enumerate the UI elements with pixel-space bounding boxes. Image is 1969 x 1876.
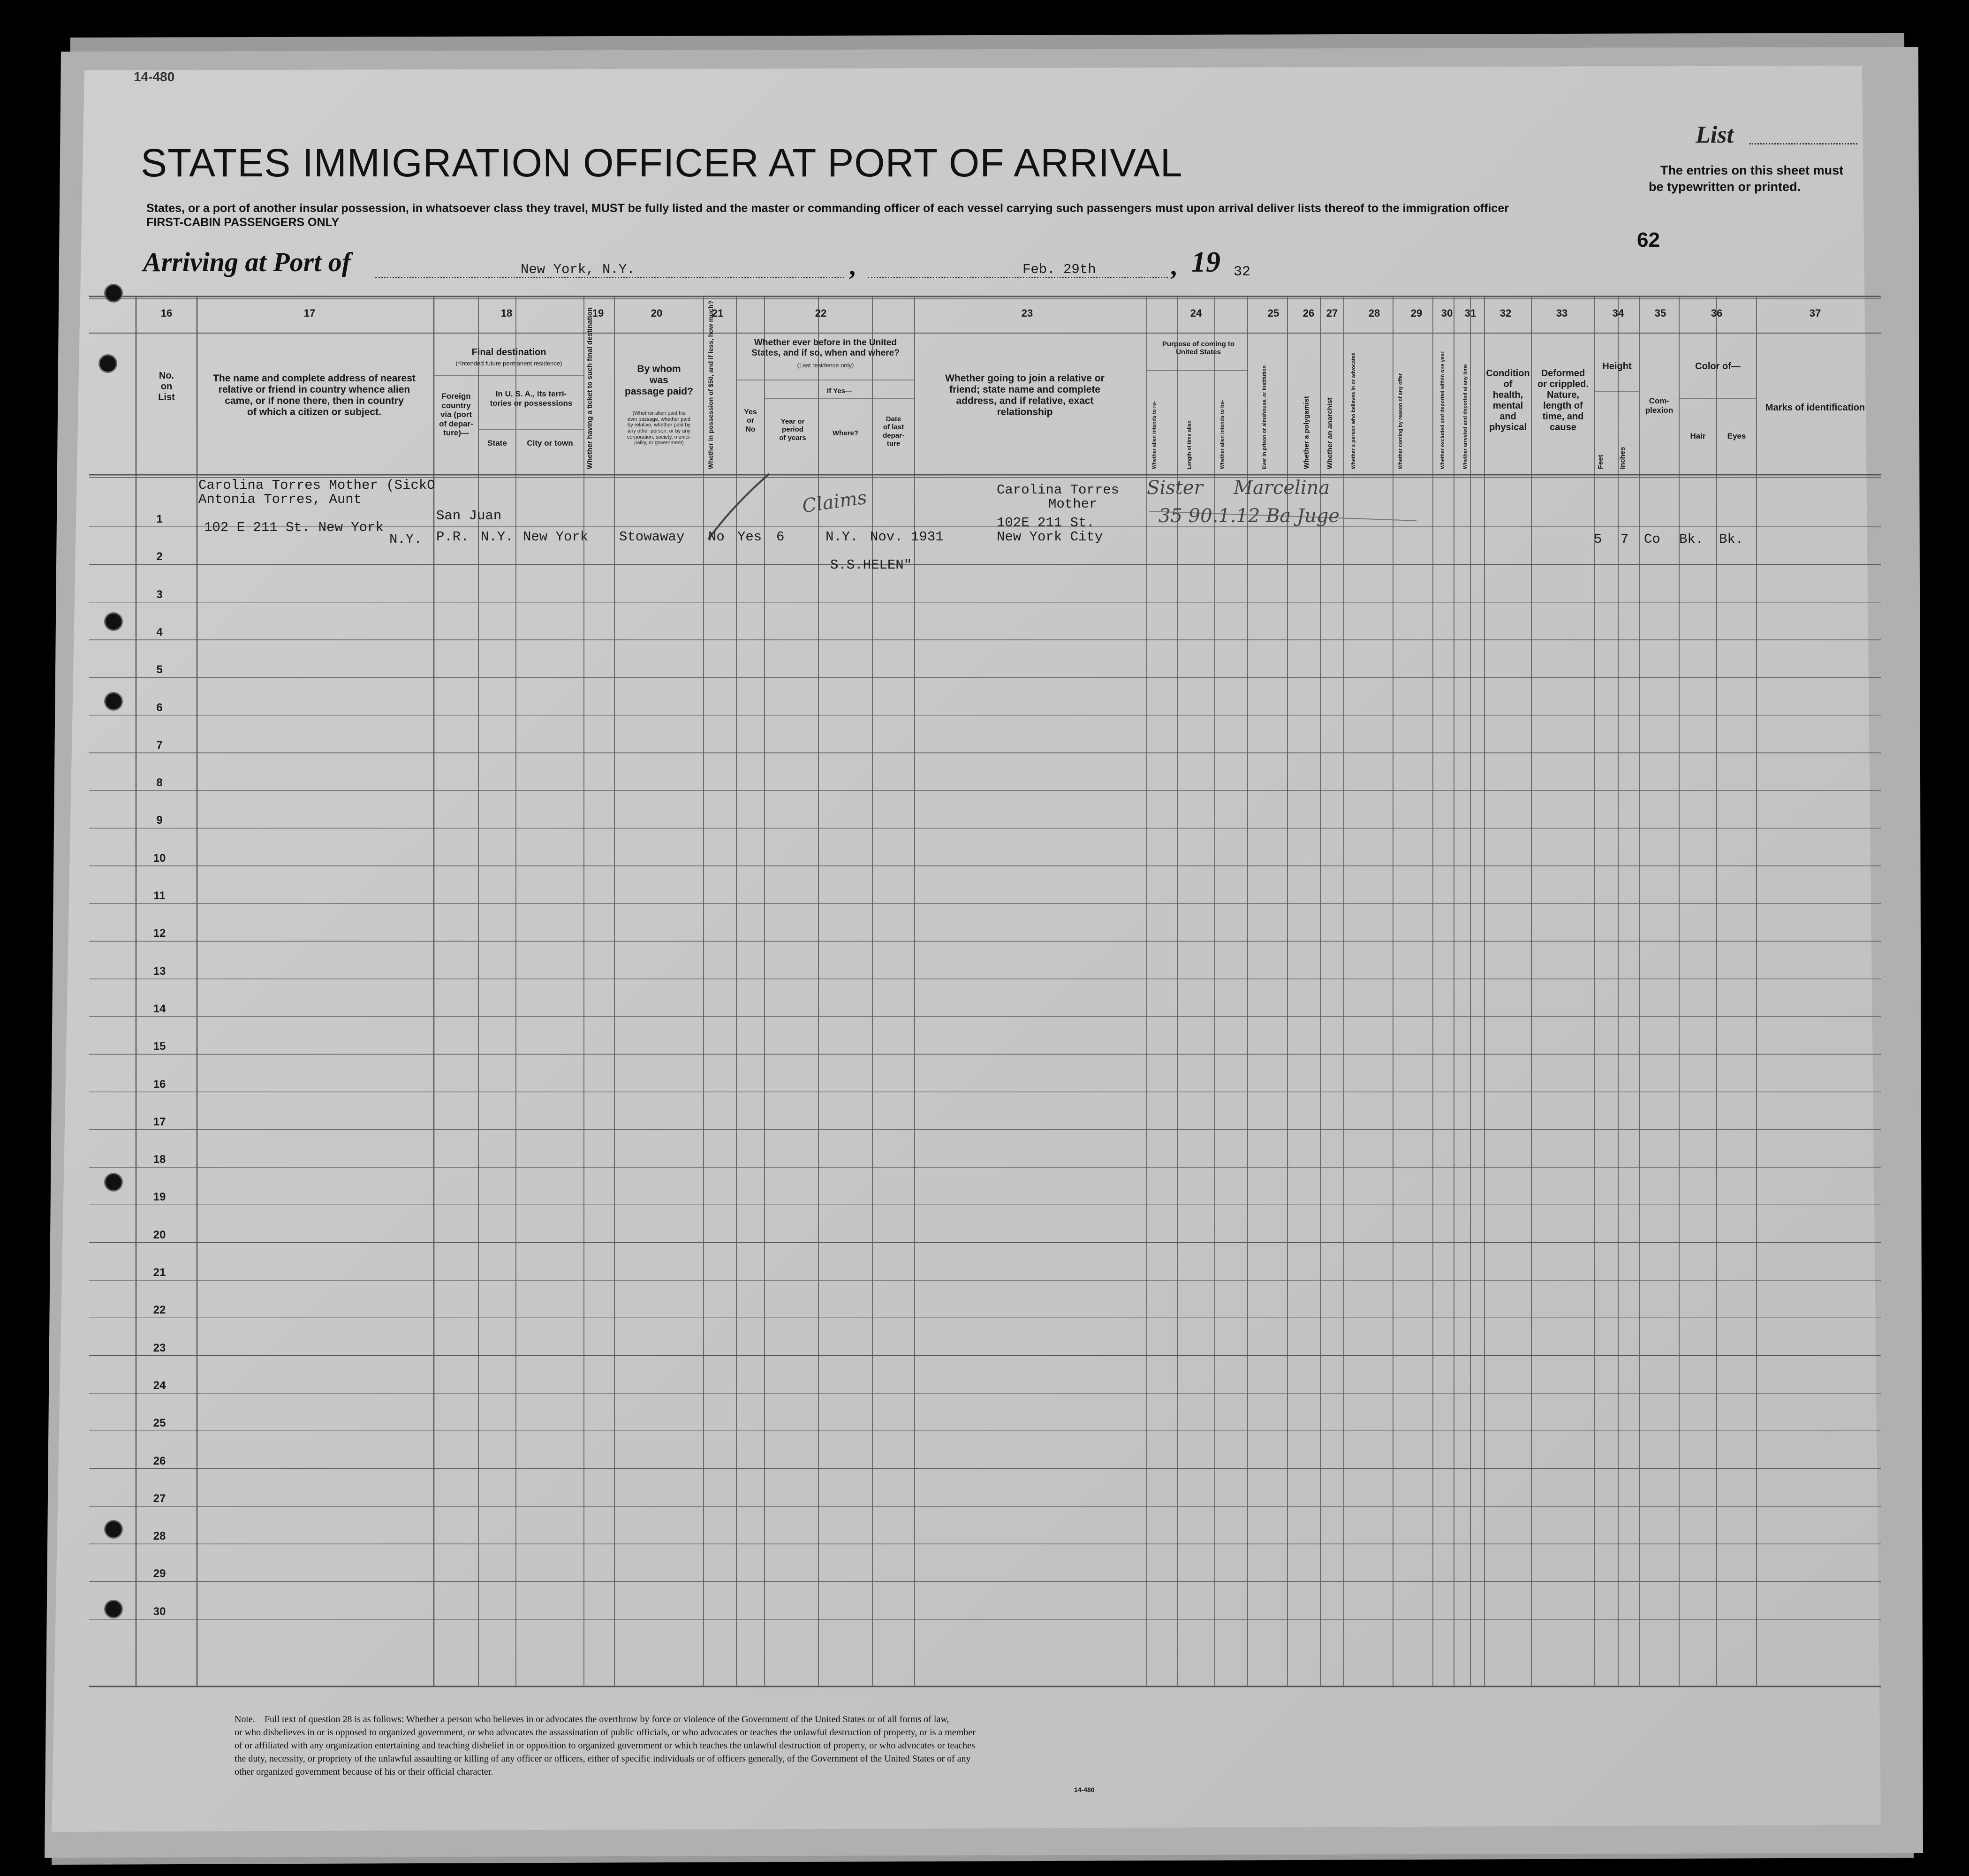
height-feet: 5 (1594, 532, 1602, 547)
join-line-4: New York City (997, 529, 1103, 545)
destination-city: New York (523, 529, 589, 545)
row-number: 9 (156, 814, 163, 827)
vessel-note: S.S.HELEN" (830, 557, 912, 573)
form-code-top: 14-480 (134, 69, 175, 84)
instructions-line1: The entries on this sheet must (1660, 163, 1844, 177)
punch-hole (98, 354, 117, 373)
header-height: Height (1602, 361, 1632, 372)
row-number: 24 (153, 1379, 166, 1392)
handwritten-claims: Claims (801, 486, 869, 517)
form-code-bottom: 14-480 (1074, 1786, 1095, 1793)
header-final-destination-note: (*Intended future permanent residence) (455, 360, 562, 367)
eye-color: Bk. (1719, 532, 1744, 547)
first-cabin-label: FIRST-CABIN PASSENGERS ONLY (146, 216, 340, 229)
footnote-line-4: the duty, necessity, or propriety of the unlawful assaulting or killing of any officer or officers, either of specific individuals or of officers generally, of the Government of the United States or of any (235, 1754, 971, 1764)
row-number: 5 (156, 663, 163, 676)
foreign-port-line-1: San Juan (436, 508, 502, 524)
row-number: 7 (156, 738, 163, 752)
colnum-31: 31 (1464, 307, 1477, 319)
row-number: 13 (153, 965, 166, 978)
header-date-last-departure: Date of last depar- ture (883, 415, 904, 448)
row-number: 27 (153, 1492, 166, 1505)
relative-line-2: Antonia Torres, Aunt (198, 492, 362, 507)
row-number: 28 (153, 1530, 166, 1543)
punch-hole (104, 1173, 123, 1192)
date-line (868, 277, 1168, 278)
header-purpose-return: Whether alien intends to re- (1151, 401, 1157, 469)
row-number: 30 (153, 1605, 166, 1618)
row-number: 16 (153, 1078, 166, 1091)
row-number: 6 (156, 701, 163, 714)
row-number: 22 (153, 1304, 166, 1317)
header-nearest-relative: The name and complete address of nearest relative or friend in country whence alien came, or if none there, then in country of which a citizen or subject. (213, 373, 416, 418)
join-line-1: Carolina Torres (997, 482, 1120, 498)
complexion: Co (1644, 532, 1660, 547)
colnum-37: 37 (1809, 307, 1821, 319)
punch-hole (104, 692, 123, 711)
colnum-32: 32 (1499, 307, 1512, 319)
punch-hole (104, 612, 123, 631)
colnum-23: 23 (1021, 307, 1033, 319)
colnum-25: 25 (1267, 307, 1280, 319)
header-no-on-list: No. on List (158, 371, 175, 403)
header-deformed: Deformed or crippled. Nature, length of time, and cause (1537, 368, 1589, 433)
header-inches: Inches (1619, 447, 1627, 469)
form-title: STATES IMMIGRATION OFFICER AT PORT OF ARRIVAL (141, 141, 1183, 185)
row-number: 14 (153, 1002, 166, 1015)
colnum-21: 21 (712, 307, 724, 319)
colnum-29: 29 (1410, 307, 1423, 319)
header-excluded: Whether excluded and deported within one year (1440, 351, 1446, 469)
foreign-port-line-2: P.R. (436, 529, 469, 545)
handwritten-sister: Sister (1147, 477, 1203, 499)
header-feet: Feet (1597, 455, 1605, 469)
years-in-us: 6 (776, 529, 785, 545)
row-number: 2 (156, 550, 163, 563)
header-last-residence: (Last residence only) (797, 362, 854, 369)
arriving-label: Arriving at Port of (143, 247, 351, 277)
arrival-date: Feb. 29th (1022, 262, 1096, 277)
colnum-36: 36 (1711, 307, 1723, 319)
where-in-us: N.Y. (825, 529, 858, 545)
header-purpose: Purpose of coming to United States (1162, 340, 1235, 357)
row-number: 19 (153, 1191, 166, 1204)
row-number: 20 (153, 1228, 166, 1241)
row-number: 15 (153, 1040, 166, 1053)
form-subtitle: States, or a port of another insular possession, in whatsoever class they travel, MUST be fully listed and the master or commanding officer of each vessel carrying such passengers must upon arrival deliver lists thereof to the immigration officer (146, 202, 1509, 215)
comma-separator: , (849, 252, 856, 281)
comma-separator-2: , (1170, 252, 1177, 281)
list-label: List (1696, 122, 1734, 148)
row-number: 21 (153, 1266, 166, 1279)
colnum-20: 20 (651, 307, 663, 319)
header-yes-no: Yes or No (744, 408, 757, 433)
row-number: 11 (153, 889, 166, 902)
port-of-arrival: New York, N.Y. (521, 262, 635, 277)
colnum-17: 17 (303, 307, 316, 319)
row-number: 18 (153, 1153, 166, 1166)
instructions-line2: be typewritten or printed. (1649, 180, 1801, 194)
sheet-number: 62 (1637, 228, 1660, 251)
row-number: 1 (156, 513, 163, 525)
footnote-line-3: of or affiliated with any organization entertaining and teaching disbelief in or opposition to organized government or which teaches the unlawful destruction of property, or who advocates or teaches (235, 1740, 975, 1751)
possession-50: No (708, 529, 725, 545)
header-color-of: Color of— (1695, 361, 1741, 372)
colnum-16: 16 (160, 307, 173, 319)
destination-state: N.Y. (481, 529, 514, 545)
passage-paid-by: Stowaway (619, 529, 685, 545)
ever-before-yes-no: Yes (737, 529, 762, 545)
row-number: 25 (153, 1417, 166, 1430)
footnote-line-5: other organized government because of his or their official character. (235, 1767, 493, 1777)
punch-hole (104, 1520, 123, 1539)
hair-color: Bk. (1679, 532, 1704, 547)
header-anarchist: Whether an anarchist (1326, 397, 1334, 469)
join-line-3: 102E 211 St. (997, 515, 1095, 531)
header-join-relative: Whether going to join a relative or friend; state name and complete address, and if relative, exact relationship (945, 373, 1105, 418)
relative-line-4: N.Y. (389, 532, 422, 547)
height-inches: 7 (1621, 532, 1629, 547)
colnum-30: 30 (1441, 307, 1453, 319)
header-ever-before: Whether ever before in the United States, and if so, when and where? (751, 338, 900, 358)
header-state: State (487, 439, 507, 448)
header-offer: Whether coming by reason of any offer (1398, 373, 1403, 469)
header-purpose-citizen: Whether alien intends to be- (1219, 400, 1225, 469)
row-number: 4 (156, 625, 163, 638)
row-number: 23 (153, 1341, 166, 1354)
footnote-line-2: or who disbelieves in or is opposed to organized government, or who advocates the assassination of public officials, or who advocates or teaches the unlawful destruction of property, or is a member (235, 1727, 976, 1738)
colnum-26: 26 (1303, 307, 1315, 319)
header-years: Year or period of years (779, 418, 806, 442)
paper-sheet (52, 66, 1881, 1832)
header-foreign-country: Foreign country via (port of depar- ture)— (439, 392, 473, 438)
year-prefix: 19 (1191, 246, 1220, 278)
relative-line-3: 102 E 211 St. New York (204, 520, 384, 535)
header-possession-50: Whether in possession of $50, and if less, how much? (707, 300, 714, 469)
header-if-yes: If Yes— (827, 387, 852, 395)
colnum-22: 22 (815, 307, 827, 319)
colnum-18: 18 (500, 307, 513, 319)
colnum-34: 34 (1612, 307, 1624, 319)
relative-line-1: Carolina Torres Mother (SickO (198, 478, 435, 493)
row-number: 10 (153, 851, 166, 865)
header-prison: Ever in prison or almshouse, or institution (1262, 365, 1267, 469)
row-number: 8 (156, 776, 163, 790)
header-city: City or town (527, 439, 573, 448)
colnum-33: 33 (1556, 307, 1568, 319)
header-complexion: Com- plexion (1645, 396, 1674, 415)
header-arrested: Whether arrested and deported at any time (1462, 364, 1468, 469)
header-hair: Hair (1690, 432, 1706, 441)
colnum-27: 27 (1326, 307, 1338, 319)
colnum-35: 35 (1654, 307, 1666, 319)
row-number: 17 (153, 1115, 166, 1128)
header-where: Where? (832, 429, 858, 437)
header-purpose-length: Length of time alien (1187, 420, 1192, 469)
header-passage-paid: By whom was passage paid? (625, 364, 693, 397)
header-ticket: Whether having a ticket to such final destination (586, 307, 594, 469)
row-number: 3 (156, 588, 163, 601)
year-suffix: 32 (1234, 264, 1251, 280)
colnum-28: 28 (1368, 307, 1380, 319)
header-polygamist: Whether a polygamist (1303, 396, 1310, 469)
footnote-line-1: Note.—Full text of question 28 is as follows: Whether a person who believes in or advocates the overthrow by force or violence of the Government of the United States or of all forms of law, (235, 1714, 949, 1724)
row-number: 12 (153, 927, 166, 940)
header-passage-note: (Whether alien paid his own passage, whether paid by relative, whether paid by any other person, or by any corporation, society, munici- pality, or government) (627, 410, 691, 446)
colnum-24: 24 (1190, 307, 1202, 319)
header-health: Condition of health, mental and physical (1486, 368, 1530, 433)
list-number-line (1749, 143, 1857, 144)
header-final-destination: Final destination (471, 347, 546, 357)
join-line-2: Mother (1048, 496, 1098, 512)
header-marks-identification: Marks of identification (1765, 403, 1865, 413)
punch-hole (104, 284, 123, 303)
header-advocates: Whether a person who believes in or advocates (1351, 352, 1356, 469)
punch-hole (104, 1600, 123, 1618)
handwritten-marcelina: Marcelina (1234, 477, 1330, 499)
row-number: 26 (153, 1454, 166, 1467)
last-departure-date: Nov. 1931 (870, 529, 944, 545)
header-eyes: Eyes (1727, 432, 1746, 441)
colnum-19: 19 (592, 307, 604, 319)
handwritten-numbers: 35 90.1.12 Ba Juge (1159, 505, 1340, 527)
header-in-usa: In U. S. A., its terri- tories or possessions (490, 389, 573, 408)
row-number: 29 (153, 1567, 166, 1580)
